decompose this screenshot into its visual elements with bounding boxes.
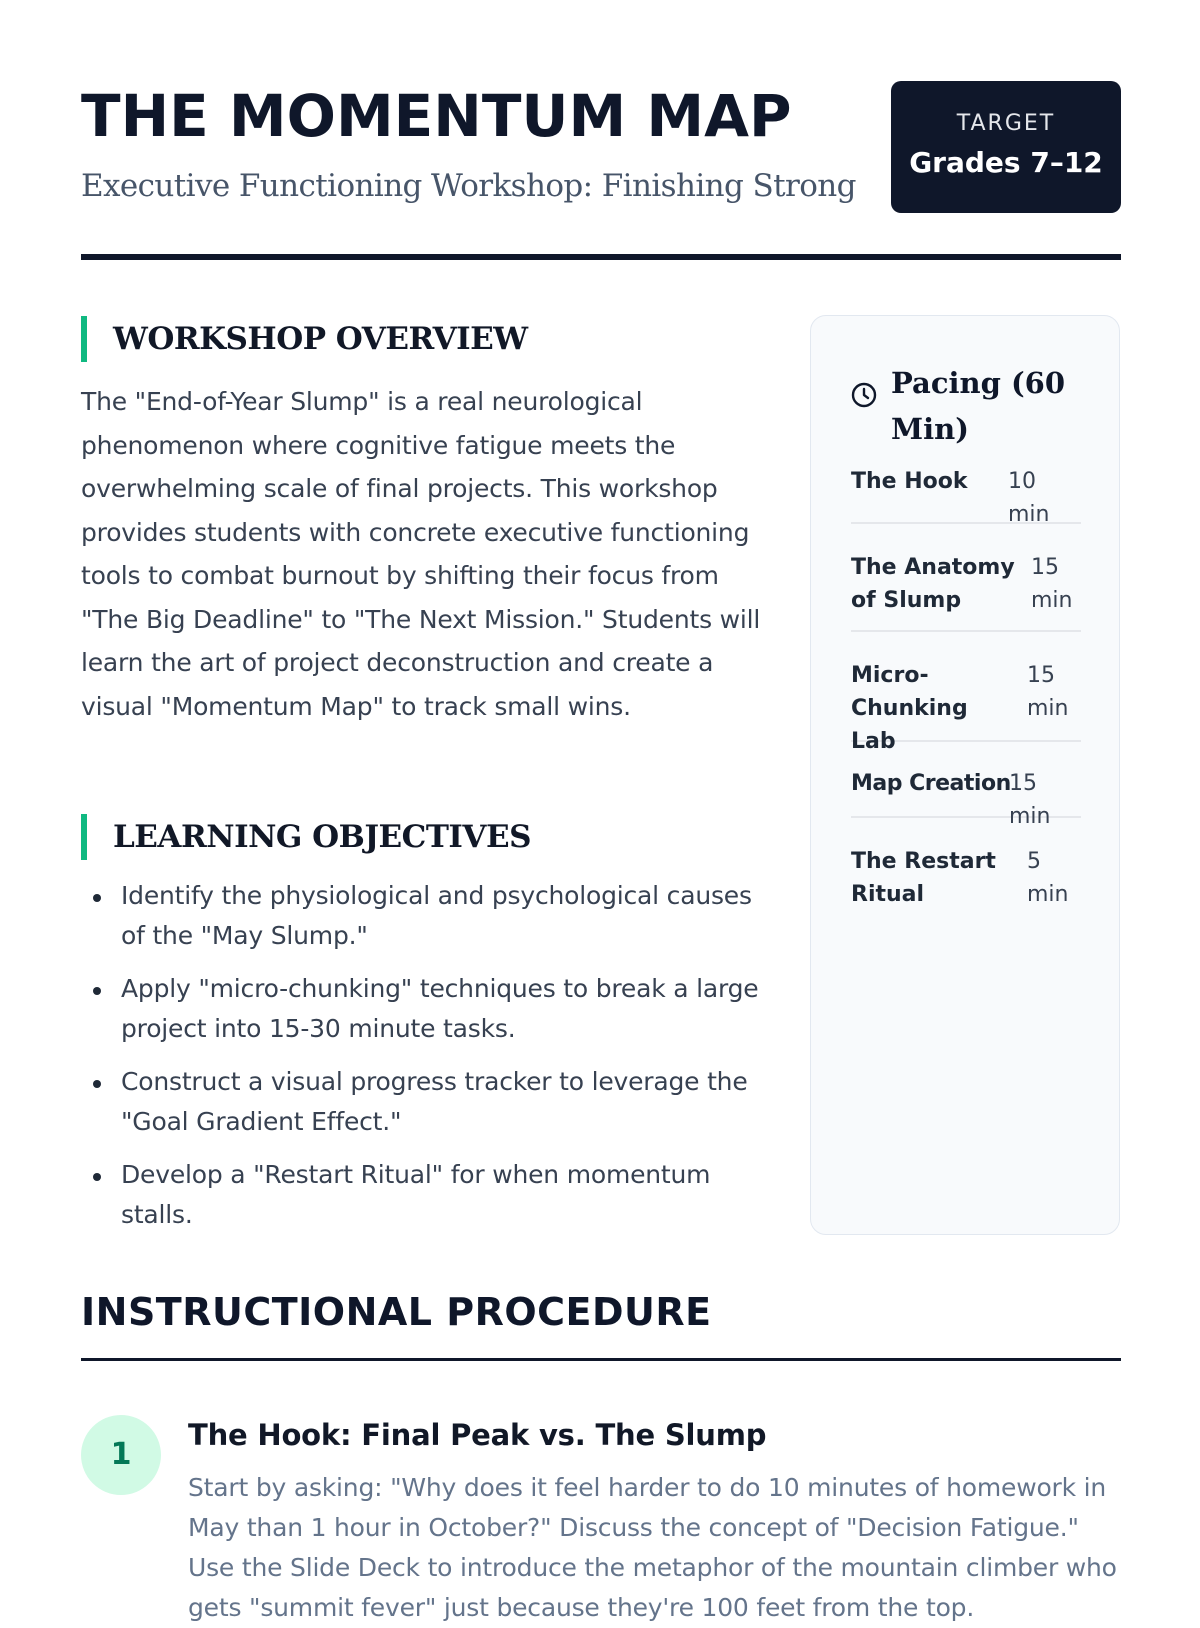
objective-item: Identify the physiological and psychological causes of the "May Slump." [81,876,761,956]
target-label: TARGET [956,111,1056,136]
clock-icon [851,382,877,408]
pacing-segment-time: 15 min [1031,555,1073,613]
overview-heading: WORKSHOP OVERVIEW [81,316,528,362]
header [81,70,1121,260]
objectives-list [81,876,761,1248]
header-divider [81,254,1121,260]
step-title: The Hook: Final Peak vs. The Slump [188,1418,767,1452]
step-number-badge: 1 [81,1415,161,1495]
step-description: Start by asking: "Why does it feel harder to do 10 minutes of homework in May than 1 hour in October?" Discuss the concept of "Decision Fatigue." Use the Slide Deck to introduce the metaphor of the mountain climber who gets "summit fever" just because they're 100 feet from the top. [188,1473,1117,1622]
pacing-segment-time: 10 min [1008,469,1050,527]
objective-item: Construct a visual progress tracker to leverage the "Goal Gradient Effect." [81,1062,761,1142]
pacing-row [851,818,1081,928]
page-title: THE MOMENTUM MAP [81,82,792,150]
pacing-row [851,632,1081,754]
procedure-heading: INSTRUCTIONAL PROCEDURE [81,1290,712,1334]
page-subtitle: Executive Functioning Workshop: Finishing Strong [81,168,856,204]
pacing-row [851,742,1081,829]
objective-item: Apply "micro-chunking" techniques to break a large project into 15-30 minute tasks. [81,969,761,1049]
pacing-segment-name: The Restart Ritual [851,849,996,907]
pacing-card [810,315,1120,1235]
pacing-row [851,466,1081,527]
pacing-row [851,524,1081,632]
pacing-segment-time: 15 min [1027,663,1069,721]
objective-item: Develop a "Restart Ritual" for when momentum stalls. [81,1155,761,1235]
objectives-heading: LEARNING OBJECTIVES [81,814,531,860]
target-grades: Grades 7–12 [909,146,1103,179]
pacing-title: Pacing (60 Min) [891,366,1066,446]
overview-text: The "End-of-Year Slump" is a real neurological phenomenon where cognitive fatigue meets the overwhelming scale of final projects. This workshop provides students with concrete executive functioning tools to combat burnout by shifting their focus from "The Big Deadline" to "The Next Mission." Students will learn the art of project deconstruction and create a visual "Momentum Map" to track small wins. [81,387,761,721]
pacing-segment-name: The Hook [851,469,968,494]
pacing-list [851,466,1081,928]
pacing-segment-name: Map Creation [851,771,1011,796]
procedure-divider [81,1358,1121,1361]
pacing-segment-time: 5 min [1027,849,1069,907]
pacing-segment-name: Micro-Chunking Lab [851,663,968,754]
pacing-segment-name: The Anatomy of Slump [851,555,1015,613]
target-grade-badge [891,81,1121,213]
pacing-segment-time: 15 min [1009,771,1051,829]
